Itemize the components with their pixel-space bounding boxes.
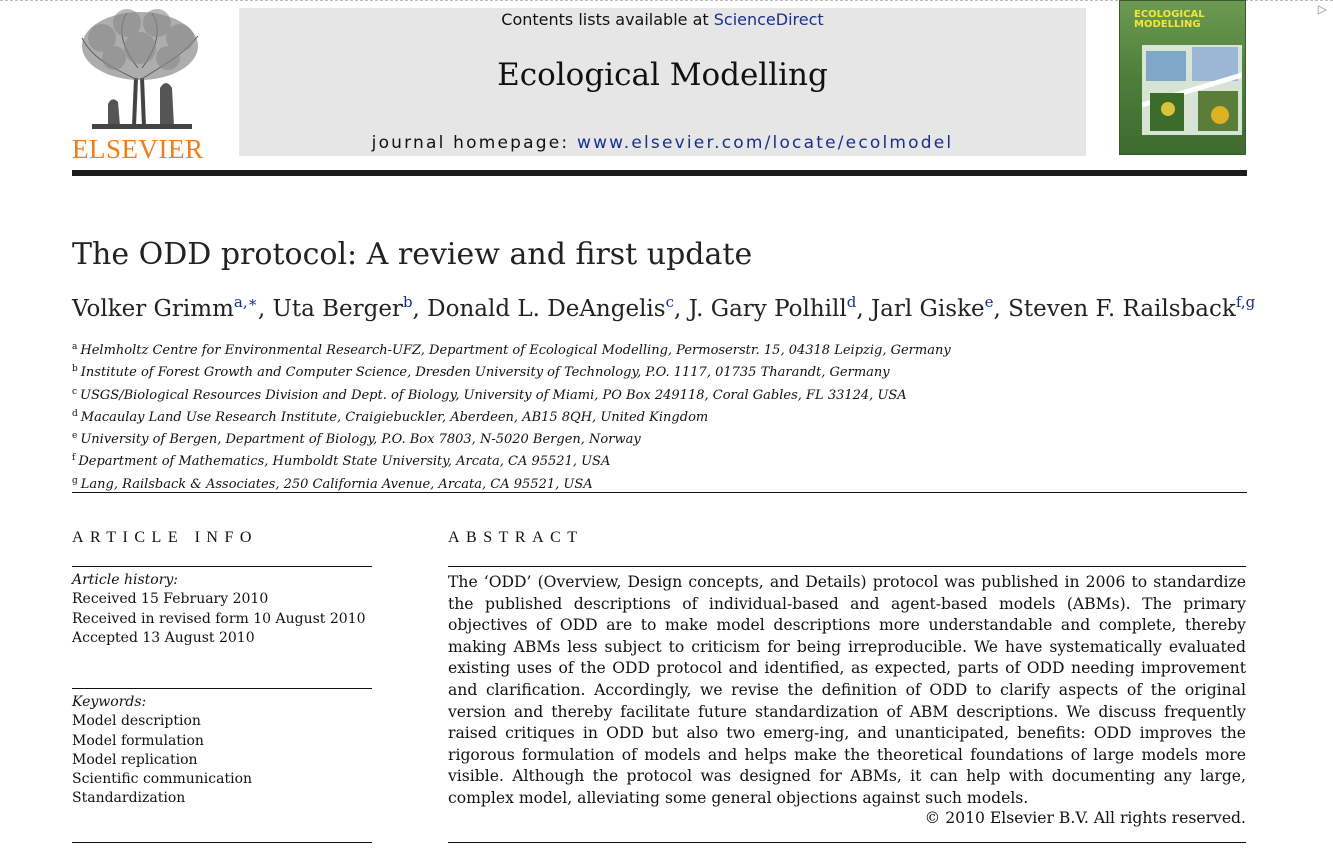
keyword-item: Model formulation — [72, 732, 204, 749]
journal-title: Ecological Modelling — [497, 57, 828, 93]
elsevier-tree-icon — [72, 8, 208, 138]
keyword-item: Scientific communication — [72, 771, 253, 788]
elsevier-logo — [72, 8, 208, 164]
affiliation-item: $^b$ Institute of Forest Growth and Computer Science, Dresden University of Technology, P.O. 1117, 01735 Tharandt, Germany — [72, 364, 890, 381]
keywords-block — [72, 693, 252, 809]
author-list: Volker Grimm$^{a,∗}$, Uta Berger$^b$, Donald L. DeAngelis$^c$, J. Gary Polhill$^d$, Jarl Giske$^e$, Steven F. Railsback$^{f,g}$ — [72, 293, 1256, 322]
publisher-wordmark: ELSEVIER — [72, 134, 204, 164]
article-info-bottom-divider — [72, 842, 372, 843]
author-name: Donald L. DeAngelis — [427, 296, 666, 322]
journal-masthead — [239, 8, 1086, 156]
author-name: Jarl Giske — [870, 296, 985, 322]
author-name: Uta Berger — [272, 296, 403, 322]
journal-cover-image — [1119, 0, 1246, 155]
keywords-divider — [72, 688, 372, 689]
author-affiliation-marker[interactable]: f,g — [1235, 293, 1256, 311]
author-affiliation-marker[interactable]: e — [984, 293, 994, 311]
author-affiliation-marker[interactable]: b — [402, 293, 413, 311]
article-info-divider — [72, 566, 372, 567]
header-divider — [72, 170, 1247, 176]
affiliation-item: $^d$ Macaulay Land Use Research Institute, Craigiebuckler, Aberdeen, AB15 8QH, United Kingdom — [72, 408, 709, 425]
contents-line — [239, 10, 1086, 29]
history-item: Received 15 February 2010 — [72, 591, 269, 608]
homepage-prefix: journal homepage: — [371, 133, 570, 153]
abstract-text: The ‘ODD’ (Overview, Design concepts, and Details) protocol was published in 2006 to standardize the published descriptions of individual-based and agent-based models (ABMs). The primary objectives of ODD are to make model descriptions more understandable and complete, thereby making ABMs less subject to criticism for being irreproducible. We have systematically evaluated existing uses of the ODD protocol and identified, as expected, parts of ODD needing improvement and clarification. Accordingly, we revise the definition of ODD to clarify aspects of the original version and thereby facilitate future standardization of ABM descriptions. We discuss frequently raised critiques in ODD but also two emerg-ing, and unanticipated, benefits: ODD improves the rigorous formulation of models and helps make the theoretical foundations of large models more visible. Although the protocol was designed for ABMs, it can help with documenting any large, complex model, alleviating some general objections against such models. — [448, 573, 1246, 807]
history-item: Accepted 13 August 2010 — [72, 629, 255, 646]
abstract-divider — [448, 566, 1246, 567]
keyword-item: Standardization — [72, 790, 186, 807]
affiliation-item: $^g$ Lang, Railsback & Associates, 250 California Avenue, Arcata, CA 95521, USA — [72, 475, 593, 492]
journal-homepage-link[interactable]: www.elsevier.com/locate/ecolmodel — [576, 133, 954, 153]
affiliation-item: $^a$ Helmholtz Centre for Environmental Research-UFZ, Department of Ecological Modelling, Permoserstr. 15, 04318 Leipzig, Germany — [72, 342, 951, 358]
affiliation-list — [72, 338, 951, 494]
author-name: Steven F. Railsback — [1008, 296, 1236, 322]
sciencedirect-link[interactable]: ScienceDirect — [713, 10, 824, 29]
journal-homepage-line — [239, 133, 1086, 153]
article-info-heading: ARTICLE INFO — [72, 529, 258, 546]
paper-title: The ODD protocol: A review and first update — [72, 237, 753, 272]
copyright-notice: © 2010 Elsevier B.V. All rights reserved. — [924, 809, 1246, 827]
article-history-label: Article history: — [72, 572, 179, 588]
cover-title: ECOLOGICAL MODELLING — [1134, 9, 1205, 30]
author-affiliation-marker[interactable]: d — [846, 293, 857, 311]
expand-triangle-icon[interactable]: ▷ — [1317, 2, 1327, 16]
abstract-bottom-divider — [448, 842, 1246, 843]
author-affiliation-marker[interactable]: c — [665, 293, 675, 311]
keyword-item: Model replication — [72, 751, 198, 768]
author-name: Volker Grimm — [72, 296, 234, 322]
affiliation-item: $^e$ University of Bergen, Department of Biology, P.O. Box 7803, N-5020 Bergen, Norway — [72, 431, 641, 448]
article-history — [72, 571, 366, 648]
affiliation-item: $^c$ USGS/Biological Resources Division and Dept. of Biology, University of Miami, PO Box 249118, Coral Gables, FL 33124, USA — [72, 386, 907, 403]
author-affiliation-marker[interactable]: a,∗ — [233, 293, 258, 311]
cover-photo-collage — [1142, 45, 1242, 135]
contents-prefix: Contents lists available at — [501, 10, 709, 29]
affiliation-divider — [72, 492, 1247, 493]
history-item: Received in revised form 10 August 2010 — [72, 610, 366, 627]
keyword-item: Model description — [72, 713, 201, 730]
affiliation-item: $^f$ Department of Mathematics, Humboldt State University, Arcata, CA 95521, USA — [72, 453, 611, 470]
author-name: J. Gary Polhill — [688, 296, 847, 322]
keywords-label: Keywords: — [72, 694, 147, 710]
abstract-heading: ABSTRACT — [448, 529, 584, 546]
